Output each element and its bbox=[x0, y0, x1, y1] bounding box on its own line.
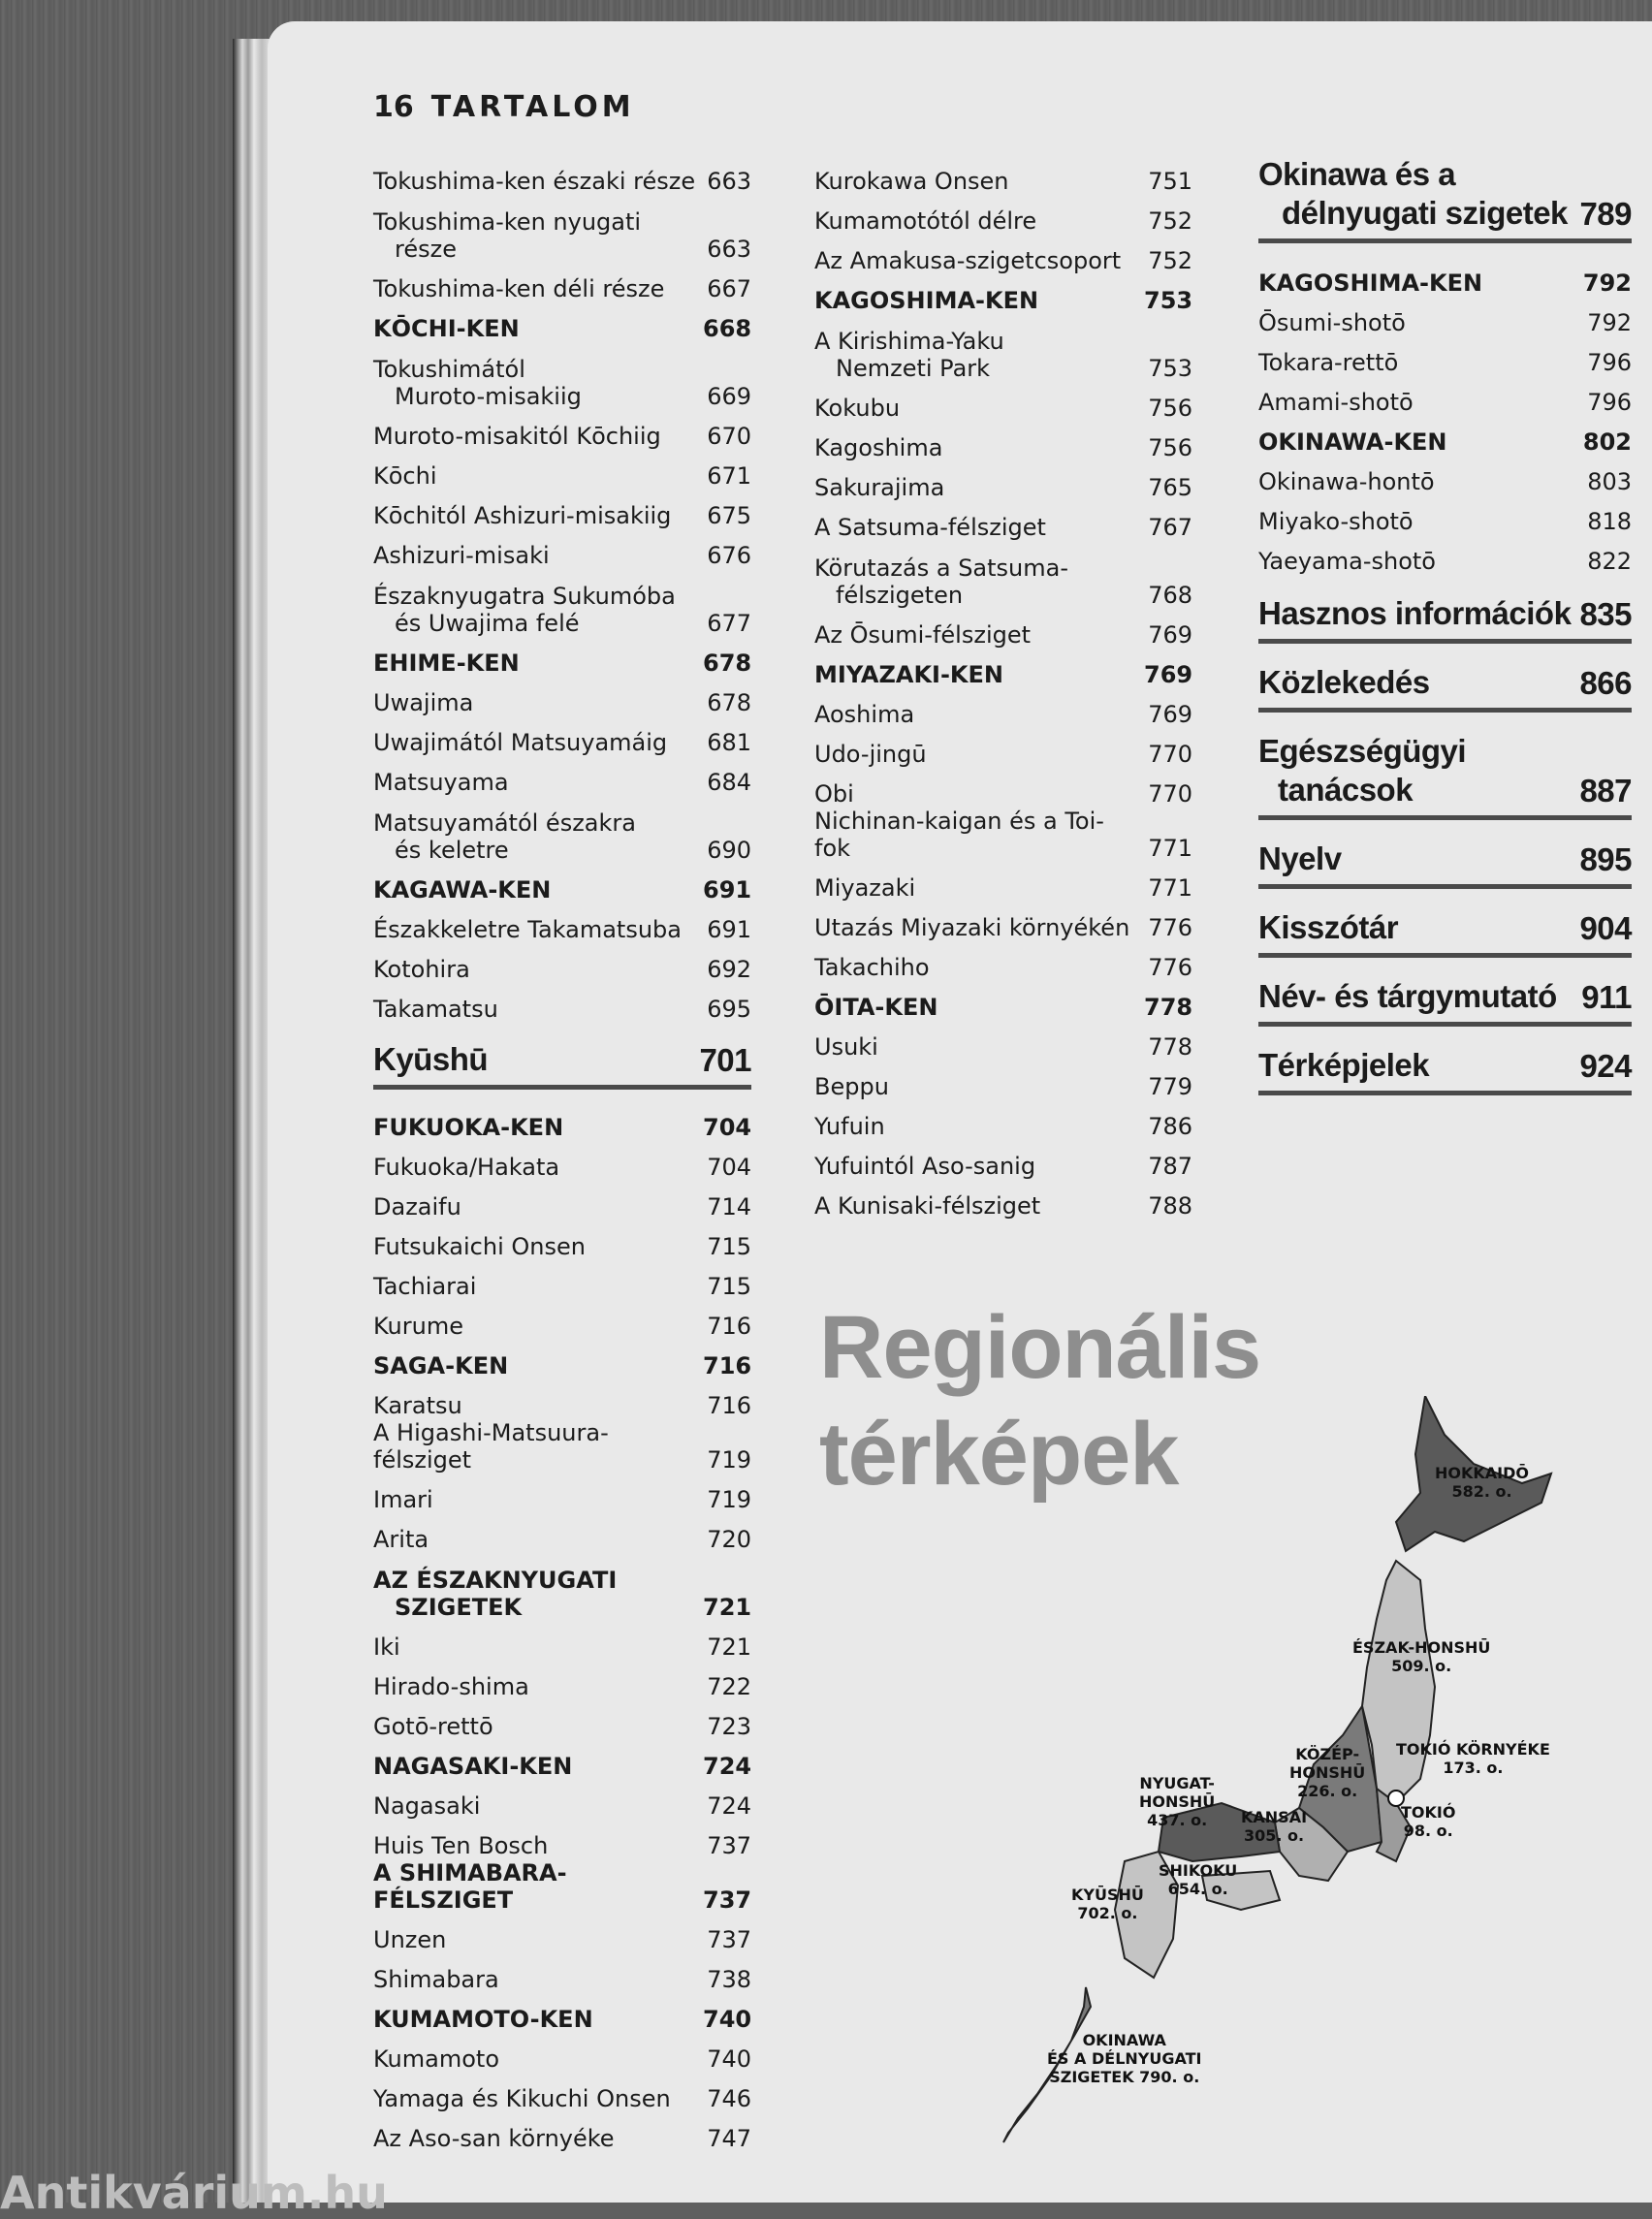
toc-entry-title: Futsukaichi Onsen bbox=[373, 1233, 586, 1260]
toc-entry bbox=[373, 1621, 751, 1661]
toc-entry-title: Yamaga és Kikuchi Onsen bbox=[373, 2085, 671, 2112]
toc-entry-page: 740 bbox=[703, 2006, 752, 2033]
toc-entry-page: 695 bbox=[707, 996, 751, 1023]
toc-entry-title: Unzen bbox=[373, 1926, 447, 1953]
toc-entry bbox=[373, 1740, 751, 1780]
toc-entry-page: 714 bbox=[707, 1193, 751, 1220]
toc-entry bbox=[814, 541, 1192, 609]
toc-entry bbox=[373, 1513, 751, 1553]
toc-entry-page: 675 bbox=[707, 502, 751, 529]
toc-entry-title: Sakurajima bbox=[814, 474, 945, 501]
toc-entry-page: 765 bbox=[1148, 474, 1192, 501]
toc-entry-page: 723 bbox=[707, 1713, 751, 1740]
toc-entry-title: Tokushima-ken nyugati része bbox=[373, 208, 642, 263]
toc-entry bbox=[373, 1661, 751, 1700]
toc-entry-page: 779 bbox=[1148, 1073, 1192, 1100]
toc-entry bbox=[373, 1419, 751, 1474]
toc-entry-title: NAGASAKI-KEN bbox=[373, 1753, 573, 1780]
toc-entry-page: 691 bbox=[707, 916, 751, 943]
toc-entry bbox=[814, 981, 1192, 1021]
section-heading: Térképjelek 924 bbox=[1258, 1046, 1632, 1095]
toc-entry-page: 769 bbox=[1148, 701, 1192, 728]
toc-entry bbox=[373, 1260, 751, 1300]
toc-entry bbox=[814, 1021, 1192, 1061]
toc-entry bbox=[373, 1474, 751, 1513]
toc-entry bbox=[373, 2033, 751, 2073]
map-label-tokio-kornyeke: TOKIÓ KÖRNYÉKE 173. o. bbox=[1396, 1740, 1550, 1777]
toc-entry bbox=[814, 902, 1192, 941]
toc-entry-page: 684 bbox=[707, 769, 751, 796]
toc-entry-title: Takachiho bbox=[814, 954, 930, 981]
toc-entry-title: Okinawa-hontō bbox=[1258, 468, 1435, 495]
toc-entry-title: Utazás Miyazaki környékén bbox=[814, 914, 1130, 941]
toc-entry bbox=[373, 2073, 751, 2112]
toc-entry bbox=[1258, 535, 1632, 575]
map-label-tokio: TOKIÓ 98. o. bbox=[1401, 1803, 1456, 1840]
toc-entry-page: 792 bbox=[1582, 269, 1632, 297]
watermark: Antikvárium.hu bbox=[0, 2167, 388, 2219]
toc-entry-page: 715 bbox=[707, 1233, 751, 1260]
toc-entry-page: 676 bbox=[707, 542, 751, 569]
toc-entry-page: 786 bbox=[1148, 1113, 1192, 1140]
toc-entry-page: 738 bbox=[707, 1966, 751, 1993]
toc-entry bbox=[373, 1820, 751, 1859]
toc-entry-title: Tokushima-ken északi része bbox=[373, 168, 696, 195]
toc-entry-title: Udo-jingū bbox=[814, 741, 927, 768]
toc-entry-page: 769 bbox=[1144, 661, 1193, 688]
map-label-kyushu: KYŪSHŪ 702. o. bbox=[1071, 1886, 1144, 1922]
toc-entry bbox=[373, 410, 751, 450]
toc-entry-page: 788 bbox=[1148, 1192, 1192, 1220]
toc-entry-title: Yufuintól Aso-sanig bbox=[814, 1153, 1036, 1180]
toc-entry-page: 669 bbox=[707, 383, 751, 410]
toc-entry bbox=[373, 1993, 751, 2033]
toc-entry-title: Miyako-shotō bbox=[1258, 508, 1414, 535]
toc-entry-title: KUMAMOTO-KEN bbox=[373, 2006, 593, 2033]
toc-entry-title: EHIME-KEN bbox=[373, 650, 520, 677]
toc-entry-title: Miyazaki bbox=[814, 874, 916, 902]
toc-entry bbox=[1258, 257, 1632, 297]
toc-entry-title: Kurume bbox=[373, 1313, 463, 1340]
map-label-eszak-honshu: ÉSZAK-HONSHŪ 509. o. bbox=[1352, 1638, 1491, 1675]
toc-entry bbox=[373, 155, 751, 195]
toc-entry bbox=[814, 461, 1192, 501]
toc-entry-page: 720 bbox=[707, 1526, 751, 1553]
toc-entry-page: 670 bbox=[707, 423, 751, 450]
toc-entry-page: 678 bbox=[703, 650, 752, 677]
toc-column-3 bbox=[1258, 155, 1632, 1109]
toc-entry-page: 719 bbox=[707, 1446, 751, 1474]
toc-entry-page: 737 bbox=[707, 1832, 751, 1859]
toc-entry bbox=[814, 862, 1192, 902]
toc-entry-page: 716 bbox=[703, 1352, 752, 1379]
toc-entry bbox=[814, 382, 1192, 422]
toc-entry bbox=[373, 569, 751, 637]
toc-entry-title: SAGA-KEN bbox=[373, 1352, 509, 1379]
toc-entry-page: 663 bbox=[707, 236, 751, 263]
toc-entry-page: 721 bbox=[707, 1633, 751, 1661]
toc-entry-title: Tokushima-ken déli része bbox=[373, 275, 665, 302]
toc-entry bbox=[1258, 376, 1632, 416]
toc-entry-page: 716 bbox=[707, 1392, 751, 1419]
map-label-hokkaido: HOKKAIDŌ 582. o. bbox=[1435, 1464, 1530, 1501]
toc-entry-page: 751 bbox=[1148, 168, 1192, 195]
toc-entry-page: 796 bbox=[1587, 349, 1632, 376]
toc-entry-title: Az Aso-san környéke bbox=[373, 2125, 615, 2152]
toc-entry-page: 753 bbox=[1144, 287, 1193, 314]
toc-entry-title: Amami-shotō bbox=[1258, 389, 1414, 416]
toc-entry-title: A Satsuma-félsziget bbox=[814, 514, 1046, 541]
toc-entry-title: Kumamoto bbox=[373, 2045, 499, 2073]
toc-entry-page: 715 bbox=[707, 1273, 751, 1300]
toc-entry bbox=[1258, 416, 1632, 456]
toc-entry-page: 769 bbox=[1148, 621, 1192, 649]
section-heading: Kisszótár 904 bbox=[1258, 908, 1632, 958]
toc-entry-page: 768 bbox=[1148, 582, 1192, 609]
toc-entry bbox=[373, 302, 751, 342]
toc-entry-page: 767 bbox=[1148, 514, 1192, 541]
toc-entry-title: KŌCHI-KEN bbox=[373, 315, 520, 342]
map-title-line-2: térképek bbox=[819, 1405, 1179, 1504]
toc-entry-page: 724 bbox=[707, 1792, 751, 1820]
toc-entry bbox=[1258, 297, 1632, 336]
toc-entry bbox=[814, 1061, 1192, 1100]
toc-entry-page: 770 bbox=[1148, 741, 1192, 768]
toc-entry-title: Yaeyama-shotō bbox=[1258, 548, 1436, 575]
section-heading: Hasznos információk 835 bbox=[1258, 594, 1632, 644]
toc-entry-page: 787 bbox=[1148, 1153, 1192, 1180]
toc-entry bbox=[814, 941, 1192, 981]
toc-entry bbox=[814, 688, 1192, 728]
toc-entry-title: Shimabara bbox=[373, 1966, 499, 1993]
toc-entry-title: Kagoshima bbox=[814, 434, 943, 461]
toc-entry bbox=[814, 155, 1192, 195]
toc-entry-page: 667 bbox=[707, 275, 751, 302]
toc-entry-title: A Higashi-Matsuura-félsziget bbox=[373, 1419, 609, 1474]
map-label-nyugat-honshu: NYUGAT- HONSHŪ 437. o. bbox=[1139, 1774, 1216, 1829]
region-heading-okinawa: Okinawa és a délnyugati szigetek 789 bbox=[1258, 155, 1632, 243]
toc-entry-page: 671 bbox=[707, 462, 751, 490]
toc-entry-title: KAGAWA-KEN bbox=[373, 876, 552, 903]
toc-entry-title: Az Amakusa-szigetcsoport bbox=[814, 247, 1122, 274]
toc-entry-title: A Kunisaki-félsziget bbox=[814, 1192, 1041, 1220]
toc-entry-page: 704 bbox=[703, 1114, 752, 1141]
toc-entry-title: Kurokawa Onsen bbox=[814, 168, 1009, 195]
toc-entry-page: 747 bbox=[707, 2125, 751, 2152]
toc-entry bbox=[373, 903, 751, 943]
toc-entry-title: Északnyugatra Sukumóba és Uwajima felé bbox=[373, 583, 676, 637]
toc-entry-page: 722 bbox=[707, 1673, 751, 1700]
toc-entry-page: 818 bbox=[1587, 508, 1632, 535]
toc-entry bbox=[373, 1700, 751, 1740]
toc-entry-page: 691 bbox=[703, 876, 752, 903]
toc-entry-page: 740 bbox=[707, 2045, 751, 2073]
toc-entry bbox=[373, 1141, 751, 1181]
toc-entry-title: Karatsu bbox=[373, 1392, 462, 1419]
toc-entry-title: Hirado-shima bbox=[373, 1673, 529, 1700]
toc-entry bbox=[814, 1140, 1192, 1180]
toc-entry-page: 776 bbox=[1148, 914, 1192, 941]
toc-entry bbox=[373, 1300, 751, 1340]
toc-entry-title: Ashizuri-misaki bbox=[373, 542, 550, 569]
section-heading: Nyelv 895 bbox=[1258, 840, 1632, 889]
toc-entry bbox=[373, 677, 751, 716]
toc-entry-page: 753 bbox=[1148, 355, 1192, 382]
toc-entry-title: Muroto-misakitól Kōchiig bbox=[373, 423, 661, 450]
toc-entry bbox=[1258, 456, 1632, 495]
toc-entry bbox=[373, 716, 751, 756]
toc-entry-page: 737 bbox=[703, 1886, 752, 1914]
toc-entry-page: 771 bbox=[1148, 835, 1192, 862]
toc-entry bbox=[373, 1101, 751, 1141]
toc-entry-title: KAGOSHIMA-KEN bbox=[814, 287, 1039, 314]
toc-entry-page: 776 bbox=[1148, 954, 1192, 981]
toc-entry-page: 704 bbox=[707, 1154, 751, 1181]
toc-entry bbox=[373, 1220, 751, 1260]
toc-entry bbox=[373, 1181, 751, 1220]
toc-entry-title: ŌITA-KEN bbox=[814, 994, 938, 1021]
toc-entry-page: 663 bbox=[707, 168, 751, 195]
toc-entry bbox=[373, 263, 751, 302]
map-title-line-1: Regionális bbox=[819, 1298, 1261, 1397]
toc-entry bbox=[814, 649, 1192, 688]
toc-entry-page: 681 bbox=[707, 729, 751, 756]
toc-entry-page: 770 bbox=[1148, 780, 1192, 808]
toc-entry-title: Ōsumi-shotō bbox=[1258, 309, 1406, 336]
toc-entry-page: 692 bbox=[707, 956, 751, 983]
toc-entry-title: Imari bbox=[373, 1486, 433, 1513]
toc-entry-title: KAGOSHIMA-KEN bbox=[1258, 269, 1483, 297]
toc-entry-title: Tachiarai bbox=[373, 1273, 477, 1300]
region-heading-kyushu: Kyūshū 701 bbox=[373, 1040, 751, 1090]
toc-entry-page: 690 bbox=[707, 837, 751, 864]
section-heading: Egészségügyi tanácsok 887 bbox=[1258, 732, 1632, 820]
toc-entry-page: 752 bbox=[1148, 247, 1192, 274]
toc-entry-title: Tokara-rettō bbox=[1258, 349, 1399, 376]
toc-entry bbox=[814, 274, 1192, 314]
toc-entry bbox=[373, 864, 751, 903]
toc-entry-title: Matsuyama bbox=[373, 769, 509, 796]
toc-entry-page: 716 bbox=[707, 1313, 751, 1340]
toc-entry bbox=[373, 637, 751, 677]
toc-entry bbox=[1258, 336, 1632, 376]
toc-entry bbox=[373, 796, 751, 864]
toc-entry-title: Fukuoka/Hakata bbox=[373, 1154, 560, 1181]
toc-entry-page: 737 bbox=[707, 1926, 751, 1953]
toc-entry-title: Arita bbox=[373, 1526, 429, 1553]
map-label-kansai: KANSAI 305. o. bbox=[1241, 1808, 1308, 1845]
toc-entry-title: Kumamotótól délre bbox=[814, 207, 1037, 235]
toc-entry bbox=[373, 450, 751, 490]
toc-entry-title: Északkeletre Takamatsuba bbox=[373, 916, 682, 943]
toc-entry-title: Gotō-rettō bbox=[373, 1713, 493, 1740]
toc-entry-page: 802 bbox=[1582, 428, 1632, 456]
toc-entry-title: Körutazás a Satsuma- félszigeten bbox=[814, 555, 1069, 609]
toc-entry-title: Dazaifu bbox=[373, 1193, 461, 1220]
toc-entry-title: OKINAWA-KEN bbox=[1258, 428, 1447, 456]
toc-entry-title: Yufuin bbox=[814, 1113, 885, 1140]
header-title: TARTALOM bbox=[430, 90, 635, 124]
toc-entry bbox=[373, 529, 751, 569]
toc-entry-page: 778 bbox=[1144, 994, 1193, 1021]
toc-entry bbox=[373, 756, 751, 796]
toc-entry bbox=[814, 1180, 1192, 1220]
toc-entry-page: 822 bbox=[1587, 548, 1632, 575]
page-number: 16 bbox=[373, 90, 414, 124]
toc-entry bbox=[1258, 495, 1632, 535]
toc-entry-title: Huis Ten Bosch bbox=[373, 1832, 549, 1859]
toc-entry-title: A SHIMABARA-FÉLSZIGET bbox=[373, 1859, 567, 1914]
toc-entry-page: 752 bbox=[1148, 207, 1192, 235]
toc-entry bbox=[373, 1914, 751, 1953]
section-heading: Közlekedés 866 bbox=[1258, 663, 1632, 713]
toc-entry-page: 719 bbox=[707, 1486, 751, 1513]
map-label-shikoku: SHIKOKU 654. o. bbox=[1159, 1861, 1238, 1898]
toc-column-1 bbox=[373, 155, 751, 2152]
toc-entry-page: 746 bbox=[707, 2085, 751, 2112]
toc-entry bbox=[373, 943, 751, 983]
toc-entry bbox=[373, 2112, 751, 2152]
toc-entry-title: Az Ōsumi-félsziget bbox=[814, 621, 1032, 649]
toc-entry-title: Usuki bbox=[814, 1033, 878, 1061]
toc-entry-page: 803 bbox=[1587, 468, 1632, 495]
toc-entry-page: 756 bbox=[1148, 395, 1192, 422]
toc-entry-title: Takamatsu bbox=[373, 996, 498, 1023]
toc-entry bbox=[814, 768, 1192, 808]
toc-entry-page: 677 bbox=[707, 610, 751, 637]
running-header bbox=[373, 90, 635, 124]
toc-entry-title: Nagasaki bbox=[373, 1792, 481, 1820]
section-heading: Név- és tárgymutató 911 bbox=[1258, 977, 1632, 1027]
toc-entry bbox=[814, 501, 1192, 541]
toc-entry bbox=[373, 1553, 751, 1621]
toc-entry bbox=[814, 195, 1192, 235]
toc-entry bbox=[373, 195, 751, 263]
toc-entry-title: Obi bbox=[814, 780, 854, 808]
toc-entry-title: Tokushimától Muroto-misakiig bbox=[373, 356, 582, 410]
toc-entry-title: Beppu bbox=[814, 1073, 889, 1100]
toc-entry-title: Iki bbox=[373, 1633, 400, 1661]
toc-entry-title: Matsuyamától északra és keletre bbox=[373, 809, 636, 864]
toc-entry bbox=[373, 1859, 751, 1914]
toc-entry-page: 724 bbox=[703, 1753, 752, 1780]
toc-entry-title: Uwajimától Matsuyamáig bbox=[373, 729, 668, 756]
map-label-okinawa: OKINAWA ÉS A DÉLNYUGATI SZIGETEK 790. o. bbox=[1047, 2031, 1202, 2086]
toc-entry-page: 792 bbox=[1587, 309, 1632, 336]
toc-entry bbox=[373, 1379, 751, 1419]
toc-entry-title: Aoshima bbox=[814, 701, 915, 728]
toc-entry bbox=[373, 1780, 751, 1820]
toc-entry-title: MIYAZAKI-KEN bbox=[814, 661, 1004, 688]
toc-entry-title: Nichinan-kaigan és a Toi-fok bbox=[814, 808, 1104, 862]
toc-column-2 bbox=[814, 155, 1192, 1220]
toc-entry-page: 678 bbox=[707, 689, 751, 716]
toc-entry bbox=[373, 342, 751, 410]
toc-entry-title: Kōchitól Ashizuri-misakiig bbox=[373, 502, 672, 529]
toc-entry bbox=[814, 235, 1192, 274]
map-label-kozep-honshu: KÖZÉP- HONSHŪ 226. o. bbox=[1289, 1745, 1366, 1800]
toc-entry-page: 668 bbox=[703, 315, 752, 342]
toc-entry bbox=[373, 1340, 751, 1379]
toc-entry-page: 778 bbox=[1148, 1033, 1192, 1061]
toc-entry-page: 796 bbox=[1587, 389, 1632, 416]
toc-entry bbox=[373, 983, 751, 1023]
toc-entry-title: Kōchi bbox=[373, 462, 437, 490]
toc-entry bbox=[373, 1953, 751, 1993]
toc-entry bbox=[814, 422, 1192, 461]
toc-entry-title: Kokubu bbox=[814, 395, 901, 422]
toc-entry bbox=[814, 808, 1192, 862]
toc-entry bbox=[814, 609, 1192, 649]
toc-entry-page: 721 bbox=[703, 1594, 752, 1621]
book-page-edges bbox=[233, 39, 271, 2203]
toc-entry-title: AZ ÉSZAKNYUGATI SZIGETEK bbox=[373, 1567, 618, 1621]
toc-entry bbox=[814, 728, 1192, 768]
toc-entry-title: A Kirishima-Yaku Nemzeti Park bbox=[814, 328, 1004, 382]
toc-entry-page: 756 bbox=[1148, 434, 1192, 461]
toc-entry-title: FUKUOKA-KEN bbox=[373, 1114, 564, 1141]
toc-entry bbox=[373, 490, 751, 529]
japan-regional-map bbox=[979, 1396, 1638, 2162]
toc-entry bbox=[814, 314, 1192, 382]
toc-entry-title: Kotohira bbox=[373, 956, 470, 983]
toc-entry-page: 771 bbox=[1148, 874, 1192, 902]
toc-entry-title: Uwajima bbox=[373, 689, 474, 716]
toc-entry bbox=[814, 1100, 1192, 1140]
